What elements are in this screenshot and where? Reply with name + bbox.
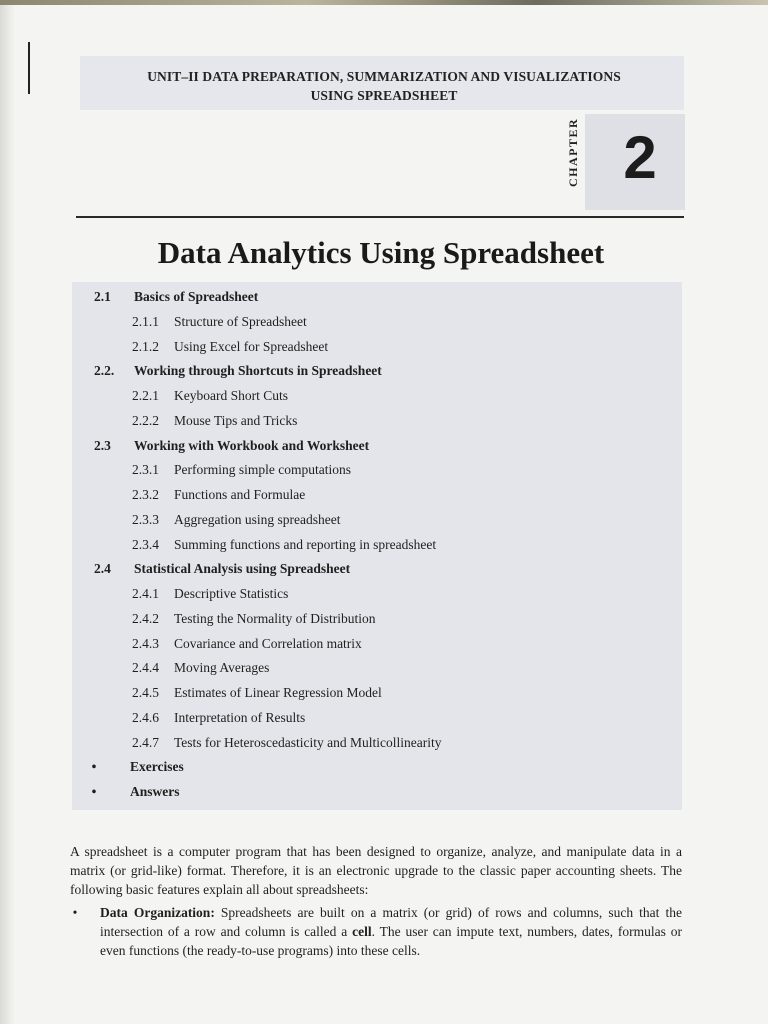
toc-title: Using Excel for Spreadsheet [174,338,329,354]
toc-title: Structure of Spreadsheet [174,313,307,329]
toc-subsection [0,311,768,333]
toc-number: 2.1 [94,289,111,304]
toc-number: 2.4 [94,561,111,577]
toc-number: 2.3.4 [132,536,159,552]
bullet-marker: • [91,784,97,799]
toc-title: Statistical Analysis using Spreadsheet [134,561,351,577]
toc-number: 2.2. [94,363,115,379]
toc-number: 2.4.7 [132,734,159,750]
toc-title: Answers [130,784,180,799]
toc-title: Exercises [130,759,184,775]
toc-title: Summing functions and reporting in spreadsheet [174,536,437,552]
toc-number: 2.4.5 [132,685,159,700]
bullet-marker: • [72,905,78,920]
toc-title: Estimates of Linear Regression Model [174,685,382,700]
feature-text-part2: . The user can impute text, numbers, dates, formulas or even functions (the ready-to-use programs) into these cells. [100,924,682,958]
header-divider [76,216,684,218]
toc-subsection [0,657,768,679]
toc-number: 2.4.3 [132,635,159,651]
toc-title: Aggregation using spreadsheet [174,511,341,527]
toc-title: Working with Workbook and Worksheet [134,437,370,453]
unit-title-line2: USING SPREADSHEET [310,88,458,103]
chapter-label: CHAPTER [566,117,580,187]
unit-title [92,67,676,105]
toc-title: Moving Averages [174,660,270,676]
page-top-edge [0,0,768,5]
toc-number: 2.3.2 [132,487,159,502]
chapter-title: Data Analytics Using Spreadsheet [157,235,605,270]
toc-number: 2.3.1 [132,462,159,478]
toc-title: Testing the Normality of Distribution [174,610,376,626]
feature-label: Data Organization: [100,905,215,920]
feature-text [100,903,682,960]
toc-subsection [0,608,768,630]
toc-subsection [0,682,768,704]
toc-number: 2.1.2 [132,338,159,354]
toc-title: Functions and Formulae [174,487,306,502]
toc-title: Mouse Tips and Tricks [174,412,298,428]
toc-number: 2.4.4 [132,660,159,676]
toc-subsection [0,707,768,729]
toc-number: 2.3.3 [132,511,159,527]
toc-title: Descriptive Statistics [174,586,289,601]
feature-bullet [70,903,682,963]
toc-title: Covariance and Correlation matrix [174,635,362,651]
toc-section [0,360,768,382]
bullet-marker: • [91,759,97,775]
toc-number: 2.4.6 [132,709,159,725]
feature-bold-word: cell [352,924,372,939]
toc-subsection [0,509,768,531]
toc-title: Performing simple computations [174,462,351,478]
toc-subsection [0,583,768,605]
toc-extra-item [0,756,768,778]
toc-number: 2.4.2 [132,610,159,626]
toc-section [0,558,768,580]
toc-title: Working through Shortcuts in Spreadsheet [134,363,382,379]
toc-number: 2.2.1 [132,388,159,403]
toc-number: 2.2.2 [132,412,159,428]
toc-subsection [0,410,768,432]
toc-title: Keyboard Short Cuts [174,388,288,403]
toc-title: Basics of Spreadsheet [134,289,259,304]
toc-subsection [0,385,768,407]
toc-number: 2.4.1 [132,586,159,601]
toc-subsection [0,459,768,481]
toc-number: 2.1.1 [132,313,159,329]
chapter-number: 2 [623,124,657,191]
toc-subsection [0,534,768,556]
margin-mark [28,42,30,94]
toc-subsection [0,732,768,754]
toc-section [0,286,768,308]
unit-title-line1: UNIT–II DATA PREPARATION, SUMMARIZATION AND VISUALIZATIONS [147,69,621,84]
toc-title: Interpretation of Results [174,709,306,725]
toc-subsection [0,336,768,358]
toc-title: Tests for Heteroscedasticity and Multicollinearity [174,734,442,750]
toc-number: 2.3 [94,437,111,453]
toc-extra-item [0,781,768,803]
toc-subsection [0,633,768,655]
feature-text-part1: Spreadsheets are built on a matrix (or grid) of rows and columns, such that the intersection of a row and column is called a [100,905,682,939]
toc-section [0,435,768,457]
toc-subsection [0,484,768,506]
intro-paragraph: A spreadsheet is a computer program that has been designed to organize, analyze, and manipulate data in a matrix (or grid-like) format. Therefore, it is an electronic upgrade to the classic paper accounting sheets. The following basic features explain all about spreadsheets: [70,844,682,897]
